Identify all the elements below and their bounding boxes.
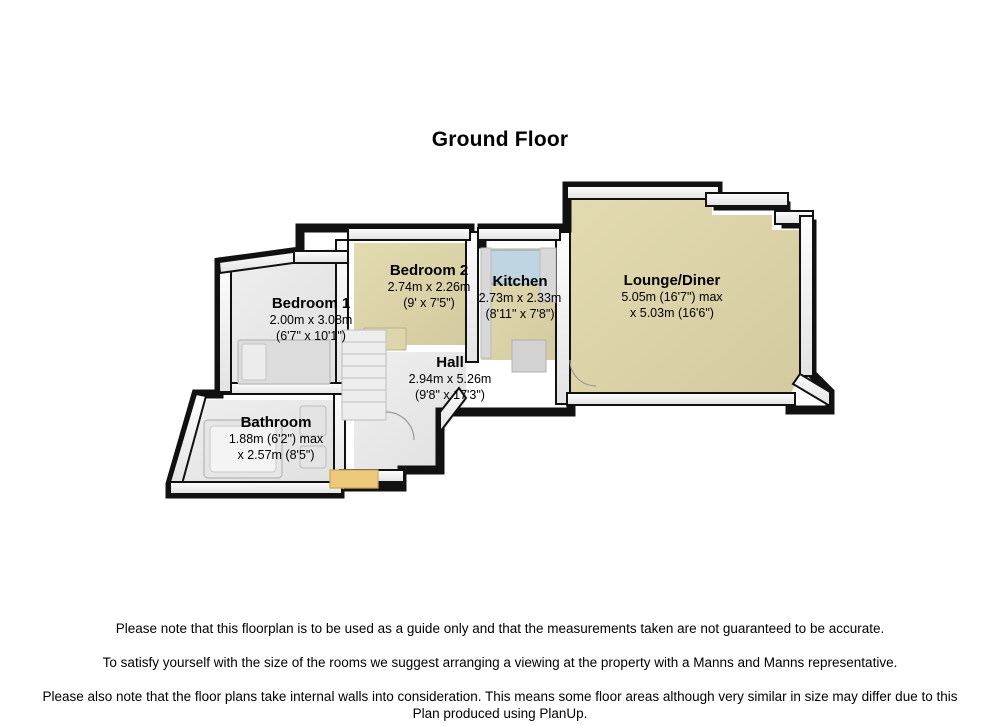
disclaimer-line-3: Please also note that the floor plans take internal walls into consideration. This means some floor areas although very similar in size may differ due to this — [42, 688, 958, 704]
room-name-bedroom-2: Bedroom 2 — [389, 262, 469, 279]
wall-lounge-top — [567, 186, 719, 199]
room-name-bathroom: Bathroom — [240, 414, 312, 431]
room-label-bathroom — [196, 414, 356, 463]
room-label-lounge-diner — [582, 272, 762, 321]
wall-bedroom1-south — [219, 383, 343, 394]
room-dim-metric-bedroom-1: 2.00m x 3.08m — [269, 313, 353, 328]
wall-lounge-step-1 — [706, 193, 788, 206]
disclaimer-line-2: To satisfy yourself with the size of the rooms we suggest arranging a viewing at the property with a Manns and Manns representative. — [102, 654, 898, 670]
wall-bedroom1-west — [219, 262, 231, 392]
room-dim-imperial-bathroom: x 2.57m (8'5") — [237, 447, 315, 462]
room-dim-imperial-lounge-diner: x 5.03m (16'6") — [630, 305, 714, 320]
room-name-hall: Hall — [436, 354, 464, 371]
room-name-kitchen: Kitchen — [492, 273, 548, 290]
pillow-fixture-bedroom-1 — [242, 344, 266, 380]
disclaimer-line-4: Plan produced using PlanUp. — [412, 705, 588, 721]
room-dim-metric-bedroom-2: 2.74m x 2.26m — [387, 280, 471, 295]
room-dim-metric-hall: 2.94m x 5.26m — [408, 372, 492, 387]
room-dim-metric-kitchen: 2.73m x 2.33m — [478, 291, 562, 306]
wall-kitchen-top — [478, 228, 560, 240]
room-name-bedroom-1: Bedroom 1 — [271, 295, 351, 312]
wall-bathroom-bottom — [170, 482, 342, 494]
room-dim-imperial-bedroom-2: (9' x 7'5") — [403, 295, 455, 310]
wall-lounge-right — [800, 216, 813, 376]
wall-bedroom2-top — [348, 228, 470, 240]
room-dim-imperial-hall: (9'8" x 17'3") — [415, 387, 485, 402]
room-label-hall — [370, 354, 530, 403]
room-label-kitchen — [440, 273, 600, 322]
disclaimer-line-1: Please note that this floorplan is to be used as a guide only and that the measurements taken are not guaranteed to be accurate. — [115, 621, 885, 636]
room-dim-metric-bathroom: 1.88m (6'2") max — [228, 432, 324, 447]
room-dim-imperial-kitchen: (8'11" x 7'8") — [485, 306, 555, 321]
front-door — [330, 470, 378, 488]
room-name-lounge-diner: Lounge/Diner — [623, 272, 721, 289]
page-title: Ground Floor — [431, 128, 569, 151]
room-dim-imperial-bedroom-1: (6'7" x 10'1") — [276, 328, 346, 343]
disclaimer — [0, 622, 1000, 721]
room-dim-metric-lounge-diner: 5.05m (16'7") max — [621, 290, 723, 305]
wall-bedroom1-top — [294, 251, 348, 263]
wall-lounge-bottom — [567, 393, 795, 405]
